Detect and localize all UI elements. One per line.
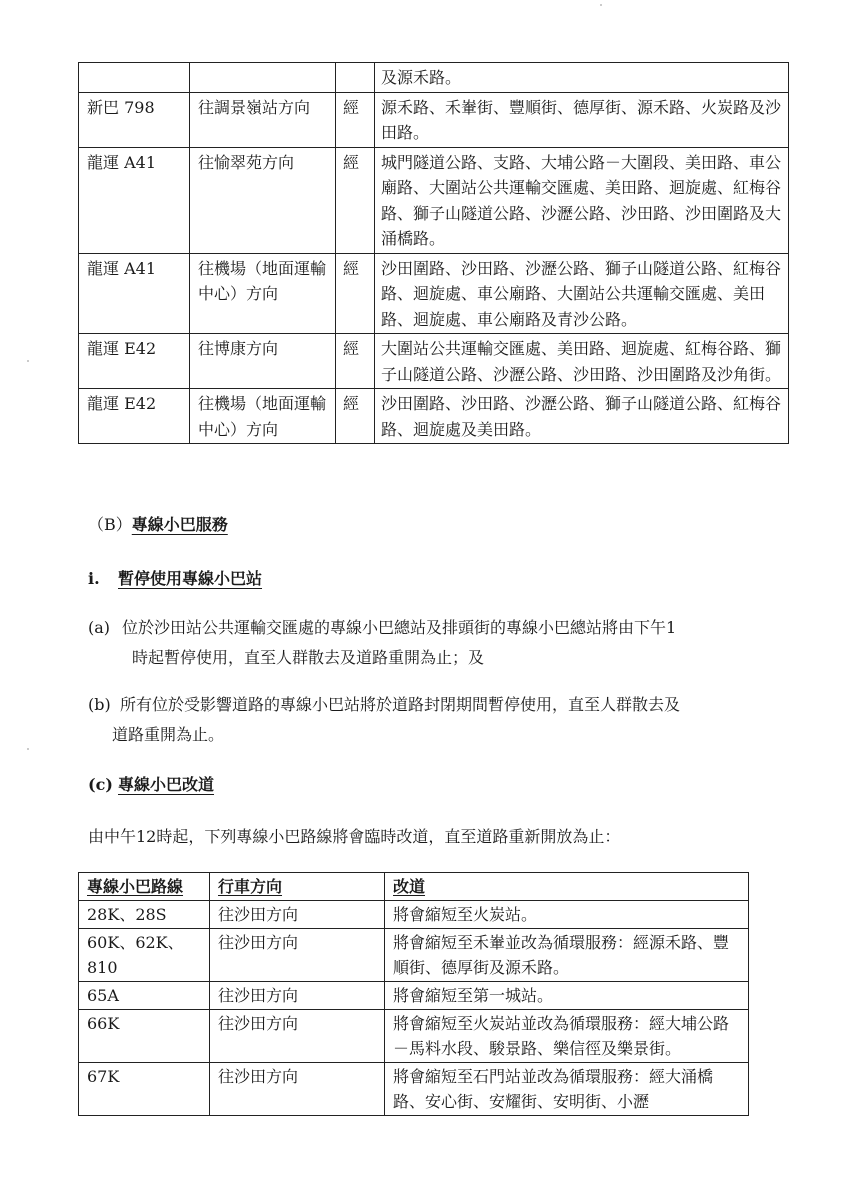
table-row: [79, 63, 789, 93]
diversion-intro: 由中午12時起，下列專線小巴路線將會臨時改道，直至道路重新開放為止：: [88, 827, 621, 846]
paragraph-a-label: (a): [88, 618, 111, 637]
table-row: [79, 929, 749, 982]
subsection-c-label: (c): [88, 775, 113, 794]
paragraph-b-label: (b): [88, 695, 111, 714]
header-route: 專線小巴路線: [79, 873, 210, 901]
minibus-diversion-table: [78, 872, 749, 1116]
diversion-cell: 將會縮短至火炭站並改為循環服務：經大埔公路－馬料水段、駿景路、樂信徑及樂景街。: [385, 1010, 749, 1063]
route-cell: 60K、62K、810: [79, 929, 210, 982]
section-b-title: 專線小巴服務: [131, 515, 228, 534]
subsection-i-number: i.: [88, 569, 100, 588]
table-row: [79, 1063, 749, 1116]
subsection-c-heading: [88, 772, 214, 795]
subsection-i-title: 暫停使用專線小巴站: [118, 569, 263, 588]
table-row: [79, 253, 789, 334]
direction-cell: 往機場（地面運輸中心）方向: [190, 389, 336, 444]
route-cell: 66K: [79, 1010, 210, 1063]
direction-cell: 往沙田方向: [210, 982, 385, 1010]
streets-cell: 沙田圍路、沙田路、沙瀝公路、獅子山隧道公路、紅梅谷路、迴旋處及美田路。: [375, 389, 789, 444]
paragraph-b: [88, 690, 788, 750]
subsection-i-heading: [88, 566, 262, 589]
streets-cell: 源禾路、禾輋街、豐順街、德厚街、源禾路、火炭路及沙田路。: [375, 92, 789, 147]
diversion-cell: 將會縮短至火炭站。: [385, 901, 749, 929]
direction-cell: 往調景嶺站方向: [190, 92, 336, 147]
table-row: [79, 147, 789, 253]
via-cell: 經: [336, 334, 375, 389]
route-cell: 龍運 A41: [79, 147, 190, 253]
section-b-heading: [88, 512, 228, 535]
table-row: [79, 982, 749, 1010]
paragraph-b-line2: 道路重開為止。: [112, 725, 225, 744]
diversion-cell: 將會縮短至第一城站。: [385, 982, 749, 1010]
via-cell: 經: [336, 147, 375, 253]
direction-cell: 往博康方向: [190, 334, 336, 389]
streets-cell: 城門隧道公路、支路、大埔公路－大圍段、美田路、車公廟路、大圍站公共運輸交匯處、美田路、迴旋處、紅梅谷路、獅子山隧道公路、沙瀝公路、沙田路、沙田圍路及大涌橋路。: [375, 147, 789, 253]
table-row: [79, 901, 749, 929]
header-direction: 行車方向: [210, 873, 385, 901]
table-row: [79, 92, 789, 147]
table-row: [79, 389, 789, 444]
direction-cell: 往愉翠苑方向: [190, 147, 336, 253]
direction-cell: 往沙田方向: [210, 929, 385, 982]
streets-cell: 大圍站公共運輸交匯處、美田路、迴旋處、紅梅谷路、獅子山隧道公路、沙瀝公路、沙田路、沙田圍路及沙角街。: [375, 334, 789, 389]
diversion-cell: 將會縮短至禾輋並改為循環服務：經源禾路、豐順街、德厚街及源禾路。: [385, 929, 749, 982]
route-cell: 龍運 E42: [79, 389, 190, 444]
table-row: [79, 334, 789, 389]
direction-cell: 往沙田方向: [210, 901, 385, 929]
paragraph-b-line1: 所有位於受影響道路的專線小巴站將於道路封閉期間暫停使用，直至人群散去及: [120, 695, 681, 714]
route-cell: 28K、28S: [79, 901, 210, 929]
route-cell: 67K: [79, 1063, 210, 1116]
header-diversion: 改道: [385, 873, 749, 901]
via-cell: 經: [336, 253, 375, 334]
table-row: [79, 1010, 749, 1063]
scan-speck: [27, 360, 29, 362]
via-cell: 經: [336, 389, 375, 444]
via-cell: 經: [336, 92, 375, 147]
subsection-c-title: 專線小巴改道: [118, 775, 215, 794]
direction-cell: 往機場（地面運輸中心）方向: [190, 253, 336, 334]
direction-cell: 往沙田方向: [210, 1010, 385, 1063]
section-b-prefix: （B）: [88, 515, 132, 534]
bus-diversion-table: [78, 62, 789, 444]
route-cell: 新巴 798: [79, 92, 190, 147]
direction-cell: 往沙田方向: [210, 1063, 385, 1116]
via-cell: [336, 63, 375, 93]
direction-cell: [190, 63, 336, 93]
route-cell: 65A: [79, 982, 210, 1010]
streets-cell: 沙田圍路、沙田路、沙瀝公路、獅子山隧道公路、紅梅谷路、迴旋處、車公廟路、大圍站公共運輸交匯處、美田路、迴旋處、車公廟路及青沙公路。: [375, 253, 789, 334]
paragraph-a-line1: 位於沙田站公共運輸交匯處的專線小巴總站及排頭街的專線小巴總站將由下午1: [122, 618, 677, 637]
table-header-row: [79, 873, 749, 901]
route-cell: [79, 63, 190, 93]
scan-speck: [27, 748, 29, 750]
streets-cell: 及源禾路。: [375, 63, 789, 93]
scan-speck: [600, 4, 602, 6]
route-cell: 龍運 E42: [79, 334, 190, 389]
paragraph-a: [88, 613, 788, 673]
paragraph-a-line2: 時起暫停使用，直至人群散去及道路重開為止；及: [132, 648, 485, 667]
diversion-cell: 將會縮短至石門站並改為循環服務：經大涌橋路、安心街、安耀街、安明街、小瀝: [385, 1063, 749, 1116]
route-cell: 龍運 A41: [79, 253, 190, 334]
